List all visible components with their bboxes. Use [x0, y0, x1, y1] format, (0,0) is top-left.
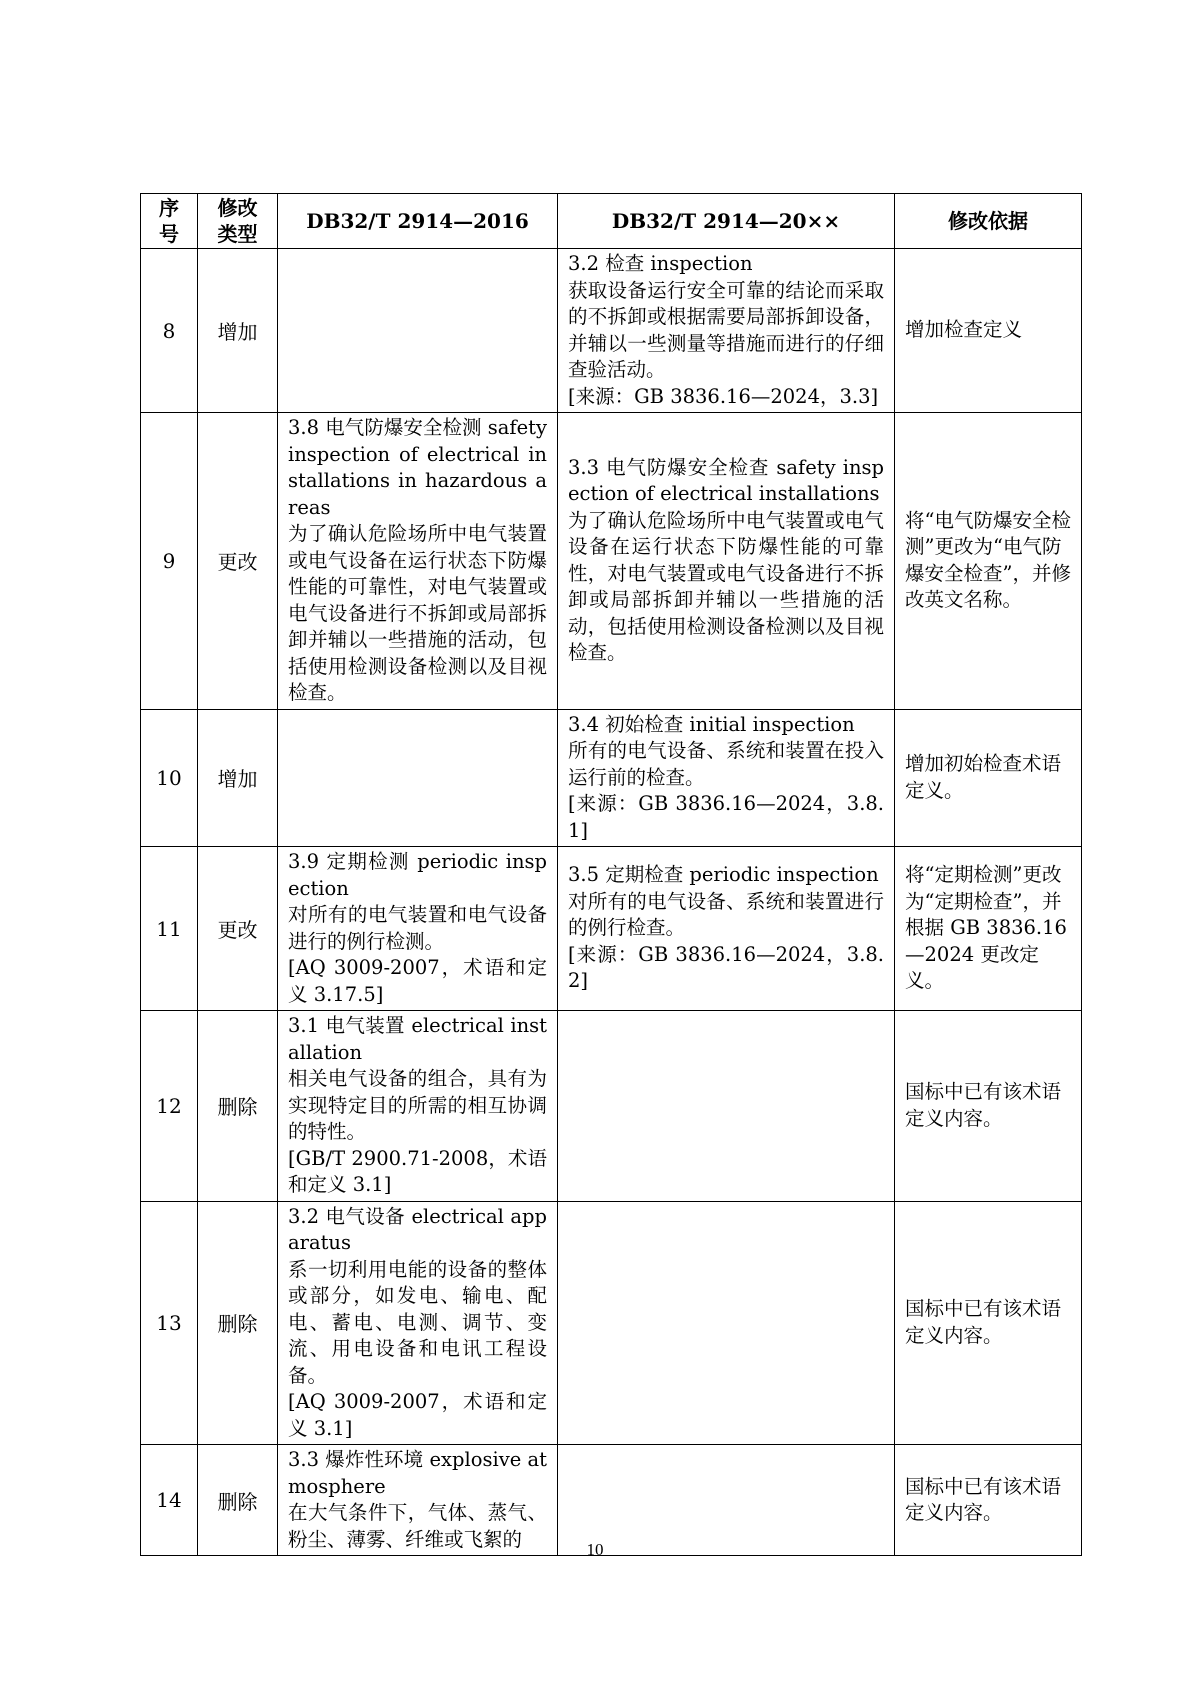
row-new-content [558, 1201, 895, 1445]
row-modification-type: 更改 [198, 847, 278, 1011]
row-new-content: 3.3 电气防爆安全检查 safety inspection of electrical installations 为了确认危险场所中电气装置或电气设备在运行状态下防爆性能的可靠性，对电气装置或电气设备进行不拆卸或局部拆卸并辅以一些措施的活动，包括使用检测设备检测以及目视检查。 [558, 413, 895, 710]
row-modification-type: 删除 [198, 1445, 278, 1556]
header-serial-number: 序 号 [141, 194, 198, 249]
table-row [141, 413, 1082, 710]
row-serial-number: 9 [141, 413, 198, 710]
table-row [141, 249, 1082, 413]
row-serial-number: 11 [141, 847, 198, 1011]
row-old-content [278, 249, 558, 413]
row-old-content: 3.2 电气设备 electrical apparatus 系一切利用电能的设备的整体或部分，如发电、输电、配电、蓄电、电测、调节、变流、用电设备和电讯工程设备。 [AQ 3009-2007，术语和定义 3.1] [278, 1201, 558, 1445]
row-new-content [558, 1445, 895, 1556]
header-modification-basis: 修改依据 [895, 194, 1082, 249]
row-serial-number: 10 [141, 709, 198, 847]
row-old-content: 3.9 定期检测 periodic inspection 对所有的电气装置和电气设备进行的例行检测。 [AQ 3009-2007，术语和定义 3.17.5] [278, 847, 558, 1011]
row-new-content: 3.5 定期检查 periodic inspection 对所有的电气设备、系统和装置进行的例行检查。 [来源：GB 3836.16—2024，3.8.2] [558, 847, 895, 1011]
row-modification-type: 增加 [198, 709, 278, 847]
row-old-content: 3.8 电气防爆安全检测 safety inspection of electrical installations in hazardous areas 为了确认危险场所中电气装置或电气设备在运行状态下防爆性能的可靠性，对电气装置或电气设备进行不拆卸或局部拆卸并辅以一些措施的活动，包括使用检测设备检测以及目视检查。 [278, 413, 558, 710]
header-old-standard: DB32/T 2914—2016 [278, 194, 558, 249]
table-row [141, 1011, 1082, 1202]
table-row [141, 1445, 1082, 1556]
row-basis: 增加初始检查术语定义。 [895, 709, 1082, 847]
row-basis: 国标中已有该术语定义内容。 [895, 1445, 1082, 1556]
table-row [141, 1201, 1082, 1445]
row-old-content [278, 709, 558, 847]
row-serial-number: 8 [141, 249, 198, 413]
row-basis: 增加检查定义 [895, 249, 1082, 413]
row-modification-type: 删除 [198, 1011, 278, 1202]
row-modification-type: 更改 [198, 413, 278, 710]
header-modification-type: 修改 类型 [198, 194, 278, 249]
row-basis: 国标中已有该术语定义内容。 [895, 1201, 1082, 1445]
row-old-content: 3.1 电气装置 electrical installation 相关电气设备的组合，具有为实现特定目的所需的相互协调的特性。 [GB/T 2900.71-2008，术语和定义 3.1] [278, 1011, 558, 1202]
header-new-standard: DB32/T 2914—20×× [558, 194, 895, 249]
row-basis: 将“电气防爆安全检测”更改为“电气防爆安全检查”，并修改英文名称。 [895, 413, 1082, 710]
table-row [141, 709, 1082, 847]
row-old-content: 3.3 爆炸性环境 explosive atmosphere 在大气条件下，气体、蒸气、粉尘、薄雾、纤维或飞絮的 [278, 1445, 558, 1556]
row-serial-number: 12 [141, 1011, 198, 1202]
row-new-content: 3.4 初始检查 initial inspection 所有的电气设备、系统和装置在投入运行前的检查。 [来源：GB 3836.16—2024，3.8.1] [558, 709, 895, 847]
table-row [141, 847, 1082, 1011]
row-basis: 国标中已有该术语定义内容。 [895, 1011, 1082, 1202]
table-header-row [141, 194, 1082, 249]
row-new-content [558, 1011, 895, 1202]
row-basis: 将“定期检测”更改为“定期检查”，并根据 GB 3836.16—2024 更改定义。 [895, 847, 1082, 1011]
row-serial-number: 14 [141, 1445, 198, 1556]
row-modification-type: 增加 [198, 249, 278, 413]
page-number: 10 [586, 1540, 604, 1559]
row-serial-number: 13 [141, 1201, 198, 1445]
row-modification-type: 删除 [198, 1201, 278, 1445]
amendment-table [140, 193, 1082, 1556]
row-new-content: 3.2 检查 inspection 获取设备运行安全可靠的结论而采取的不拆卸或根据需要局部拆卸设备，并辅以一些测量等措施而进行的仔细查验活动。 [来源：GB 3836.16—2024，3.3] [558, 249, 895, 413]
